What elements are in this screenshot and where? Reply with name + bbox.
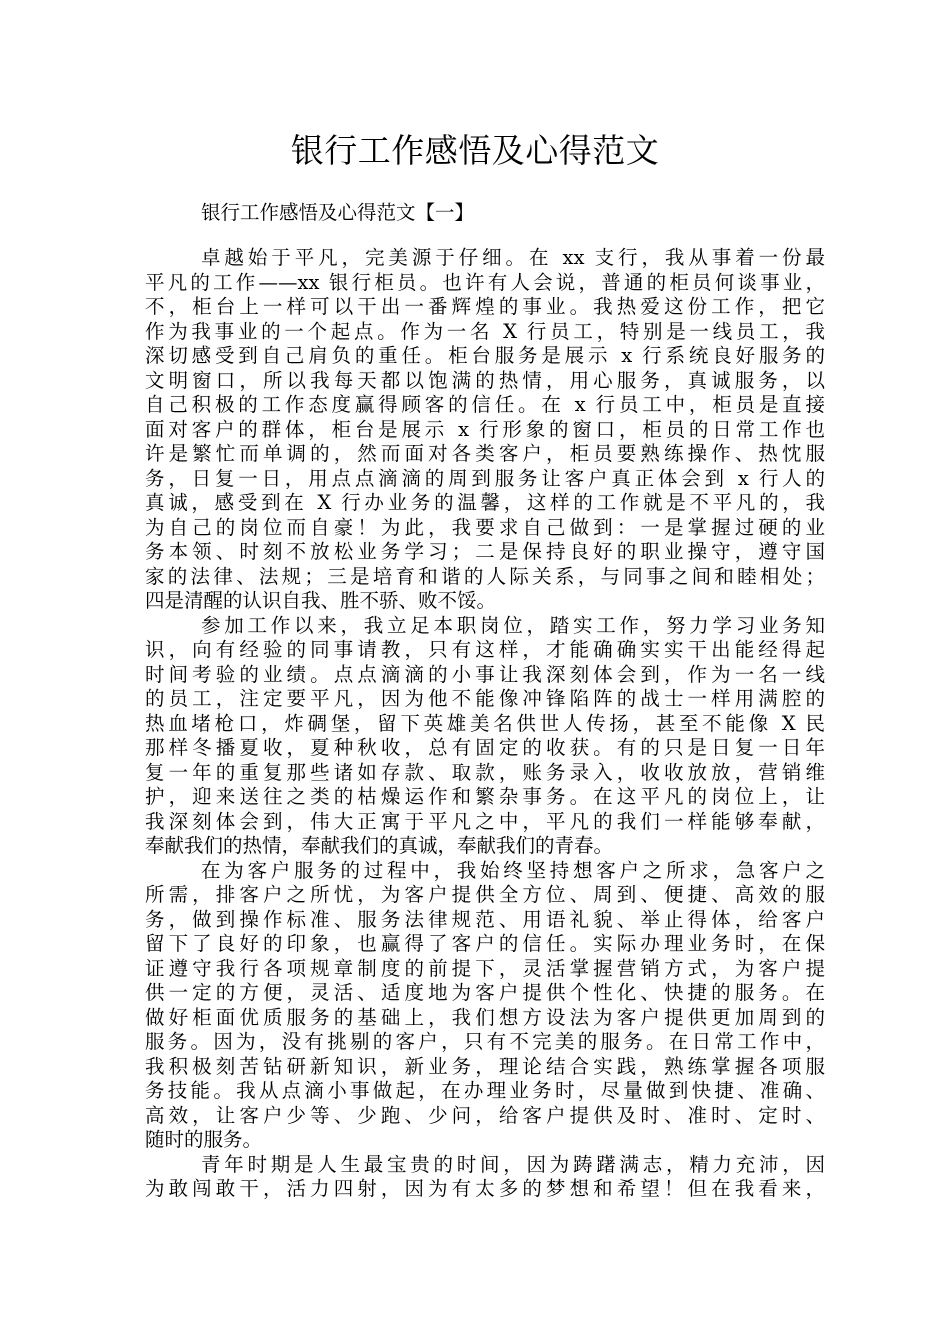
paragraph-line: 不，柜台上一样可以干出一番辉煌的事业。我热爱这份工作，把它 (145, 295, 825, 318)
paragraph-line: 务，日复一日，用点点滴滴的周到服务让客户真正体会到 x 行人的 (145, 466, 825, 490)
paragraph-line: 护，迎来送往之类的枯燥运作和繁杂事务。在这平凡的岗位上，让 (145, 785, 825, 808)
paragraph-line: 文明窗口，所以我每天都以饱满的热情，用心服务，真诚服务，以 (145, 368, 825, 392)
paragraph-line: 真诚，感受到在 X 行办业务的温馨，这样的工作就是不平凡的，我 (145, 491, 825, 514)
document-title: 银行工作感悟及心得范文 (290, 131, 660, 170)
paragraph-line: 青年时期是人生最宝贵的时间，因为踌躇满志，精力充沛，因 (201, 1152, 825, 1176)
body-paragraph (145, 614, 825, 859)
paragraph-line: 热血堵枪口，炸碉堡，留下英雄美名供世人传扬，甚至不能像 X 民 (145, 711, 825, 735)
paragraph-line: 高效，让客户少等、少跑、少问，给客户提供及时、准时、定时、 (145, 1103, 825, 1127)
paragraph-line: 家的法律、法规；三是培育和谐的人际关系，与同事之间和睦相处； (145, 564, 825, 588)
paragraph-line: 证遵守我行各项规章制度的前提下，灵活掌握营销方式，为客户提 (145, 956, 825, 980)
paragraph-line: 四是清醒的认识自我、胜不骄、败不馁。 (145, 589, 497, 612)
paragraph-line: 识，向有经验的同事请教，只有这样，才能确确实实干出能经得起 (145, 638, 825, 661)
paragraph-line: 为敢闯敢干，活力四射，因为有太多的梦想和希望！但在我看来， (145, 1177, 825, 1200)
paragraph-line: 为自己的岗位而自豪！为此，我要求自己做到：一是掌握过硬的业 (145, 515, 825, 539)
paragraph-line: 作为我事业的一个起点。作为一名 X 行员工，特别是一线员工，我 (145, 319, 825, 343)
paragraph-line: 自己积极的工作态度赢得顾客的信任。在 x 行员工中，柜员是直接 (145, 393, 825, 416)
paragraph-line: 卓越始于平凡，完美源于仔细。在 xx 支行，我从事着一份最 (201, 246, 825, 269)
paragraph-line: 的员工，注定要平凡，因为他不能像冲锋陷阵的战士一样用满腔的 (145, 687, 825, 710)
paragraph-line: 供一定的方便，灵活、适度地为客户提供个性化、快捷的服务。在 (145, 981, 825, 1004)
paragraph-line: 参加工作以来，我立足本职岗位，踏实工作，努力学习业务知 (201, 613, 825, 637)
paragraph-line: 做好柜面优质服务的基础上，我们想方设法为客户提供更加周到的 (145, 1005, 825, 1029)
paragraph-line: 所需，排客户之所忧，为客户提供全方位、周到、便捷、高效的服 (145, 883, 825, 906)
section-heading: 银行工作感悟及心得范文【一】 (201, 201, 475, 224)
paragraph-line: 许是繁忙而单调的，然而面对各类客户，柜员要熟练操作、热忱服 (145, 442, 825, 465)
paragraph-line: 奉献我们的热情，奉献我们的真诚，奉献我们的青春。 (145, 834, 614, 857)
paragraph-line: 务技能。我从点滴小事做起，在办理业务时，尽量做到快捷、准确、 (145, 1079, 825, 1102)
paragraph-line: 面对客户的群体，柜台是展示 x 行形象的窗口，柜员的日常工作也 (145, 417, 825, 441)
paragraph-line: 时间考验的业绩。点点滴滴的小事让我深刻体会到，作为一名一线 (145, 662, 825, 686)
body-paragraph (145, 859, 825, 1153)
body-paragraph (145, 1153, 825, 1202)
paragraph-line: 深切感受到自己肩负的重任。柜台服务是展示 x 行系统良好服务的 (145, 344, 825, 367)
paragraph-line: 我深刻体会到，伟大正寓于平凡之中，平凡的我们一样能够奉献， (145, 809, 825, 833)
paragraph-line: 在为客户服务的过程中，我始终坚持想客户之所求，急客户之 (201, 858, 825, 882)
paragraph-line: 留下了良好的印象，也赢得了客户的信任。实际办理业务时，在保 (145, 932, 825, 955)
paragraph-line: 服务。因为，没有挑剔的客户，只有不完美的服务。在日常工作中， (145, 1030, 825, 1053)
paragraph-line: 我积极刻苦钻研新知识，新业务，理论结合实践，熟练掌握各项服 (145, 1054, 825, 1078)
paragraph-line: 务，做到操作标准、服务法律规范、用语礼貌、举止得体，给客户 (145, 907, 825, 931)
paragraph-line: 务本领、时刻不放松业务学习；二是保持良好的职业操守，遵守国 (145, 540, 825, 563)
document-body (145, 246, 825, 1202)
paragraph-line: 那样冬播夏收，夏种秋收，总有固定的收获。有的只是日复一日年 (145, 736, 825, 759)
paragraph-line: 复一年的重复那些诸如存款、取款，账务录入，收收放放，营销维 (145, 760, 825, 784)
body-paragraph (145, 246, 825, 614)
paragraph-line: 平凡的工作——xx 银行柜员。也许有人会说，普通的柜员何谈事业， (145, 270, 825, 294)
paragraph-line: 随时的服务。 (145, 1128, 263, 1151)
